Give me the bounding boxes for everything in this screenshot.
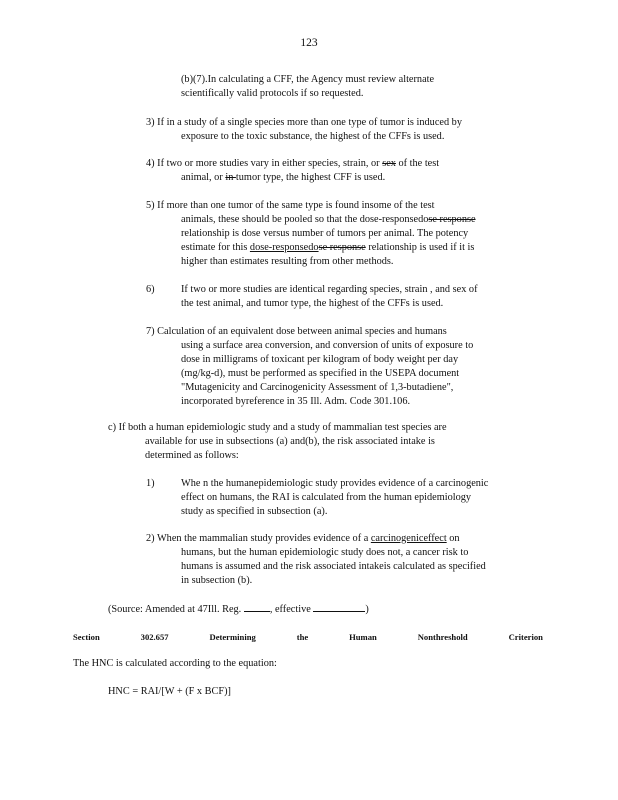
paragraph-line: dose in milligrams of toxicant per kilogram of body weight per day	[181, 354, 459, 365]
text-run: , effective	[269, 604, 314, 615]
paragraph-c2	[146, 532, 536, 588]
text-run: 4) If two or more studies vary in either species, strain, or	[146, 158, 383, 169]
paragraph-line: 3) If in a study of a single species more than one type of tumor is induced by	[146, 117, 462, 128]
section-title-word: Determining	[209, 632, 256, 642]
blank-line	[313, 602, 365, 612]
paragraph-line: in subsection (b).	[181, 575, 253, 586]
equation-text: HNC = RAI/[W + (F x BCF)]	[108, 686, 231, 697]
paragraph-line: using a surface area conversion, and conversion of units of exposure to	[181, 340, 474, 351]
paragraph-line: The HNC is calculated according to the equation:	[73, 658, 277, 669]
paragraph-line	[146, 213, 536, 227]
paragraph-c	[108, 421, 528, 463]
paragraph-line: (mg/kg-d), must be performed as specified in the USEPA document	[181, 368, 460, 379]
equation-intro	[73, 657, 373, 671]
blank-line	[244, 602, 270, 612]
text-run: )	[365, 604, 369, 615]
text-run: animals, these should be pooled so that the dose-responsedo	[181, 214, 429, 225]
paragraph-line: determined as follows:	[145, 450, 239, 461]
section-number: 302.657	[140, 632, 169, 642]
item-number: 6)	[146, 284, 155, 295]
paragraph-line	[146, 241, 536, 255]
paragraph-line: relationship is dose versus number of tumors per animal. The potency	[181, 228, 469, 239]
paragraph-line: Whe n the humanepidemiologic study provides evidence of a carcinogenic	[181, 478, 489, 489]
paragraph-5	[146, 199, 536, 269]
paragraph-b7	[181, 73, 471, 101]
paragraph-line: higher than estimates resulting from other methods.	[181, 256, 394, 267]
source-note	[108, 602, 428, 617]
paragraph-line: humans is assumed and the risk associated intakeis calculated as specified	[181, 561, 486, 572]
paragraph-line	[146, 157, 526, 171]
paragraph-line: incorporated byreference in 35 Ill. Adm. Code 301.106.	[181, 396, 411, 407]
underlined-text: carcinogeniceffect	[370, 533, 447, 544]
source-line	[108, 602, 428, 617]
paragraph-line: "Mutagenicity and Carcinogenicity Assessment of 1,3-butadiene",	[181, 382, 454, 393]
section-title-word: Criterion	[508, 632, 543, 642]
paragraph-line: available for use in subsections (a) and(b), the risk associated intake is	[145, 436, 435, 447]
paragraph-line: exposure to the toxic substance, the highest of the CFFs is used.	[181, 131, 445, 142]
paragraph-6	[181, 283, 526, 311]
underlined-text: dose-responsedo	[249, 242, 319, 253]
text-run: tumor type, the highest CFF is used.	[235, 172, 386, 183]
struck-text: se response	[318, 242, 366, 253]
paragraph-line: effect on humans, the RAI is calculated from the human epidemiology	[181, 492, 472, 503]
paragraph-line: study as specified in subsection (a).	[181, 506, 328, 517]
page-number: 123	[300, 37, 318, 49]
text-run: on	[446, 533, 460, 544]
item-number: 1)	[146, 478, 155, 489]
text-run: relationship is used if it is	[365, 242, 475, 253]
paragraph-line: the test animal, and tumor type, the highest of the CFFs is used.	[181, 298, 444, 309]
paragraph-line: If two or more studies are identical regarding species, strain , and sex of	[181, 284, 478, 295]
paragraph-line: humans, but the human epidemiologic study does not, a cancer risk to	[181, 547, 469, 558]
paragraph-line: c) If both a human epidemiologic study and a study of mammalian test species are	[108, 422, 447, 433]
struck-text: se response	[428, 214, 476, 225]
struck-text: sex	[382, 158, 396, 169]
paragraph-line: 7) Calculation of an equivalent dose between animal species and humans	[146, 326, 447, 337]
paragraph-line	[146, 532, 536, 546]
paragraph-line	[146, 171, 526, 185]
struck-text: in	[225, 172, 236, 183]
section-heading	[73, 632, 543, 642]
section-title-word: Nonthreshold	[417, 632, 468, 642]
text-run: estimate for this	[181, 242, 250, 253]
section-title-word: the	[296, 632, 309, 642]
paragraph-line: (b)(7).In calculating a CFF, the Agency must review alternate	[181, 74, 435, 85]
paragraph-3	[146, 116, 526, 144]
text-run: animal, or	[181, 172, 226, 183]
paragraph-7	[146, 325, 536, 409]
section-title-word: Human	[349, 632, 377, 642]
paragraph-line: scientifically valid protocols if so requested.	[181, 88, 364, 99]
text-run: (Source: Amended at 47Ill. Reg.	[108, 604, 244, 615]
paragraph-line: 5) If more than one tumor of the same type is found insome of the test	[146, 200, 435, 211]
equation	[108, 685, 368, 699]
paragraph-c1	[181, 477, 526, 519]
paragraph-4	[146, 157, 526, 185]
text-run: 2) When the mammalian study provides evidence of a	[146, 533, 371, 544]
section-label: Section	[73, 632, 100, 642]
text-run: of the test	[395, 158, 440, 169]
